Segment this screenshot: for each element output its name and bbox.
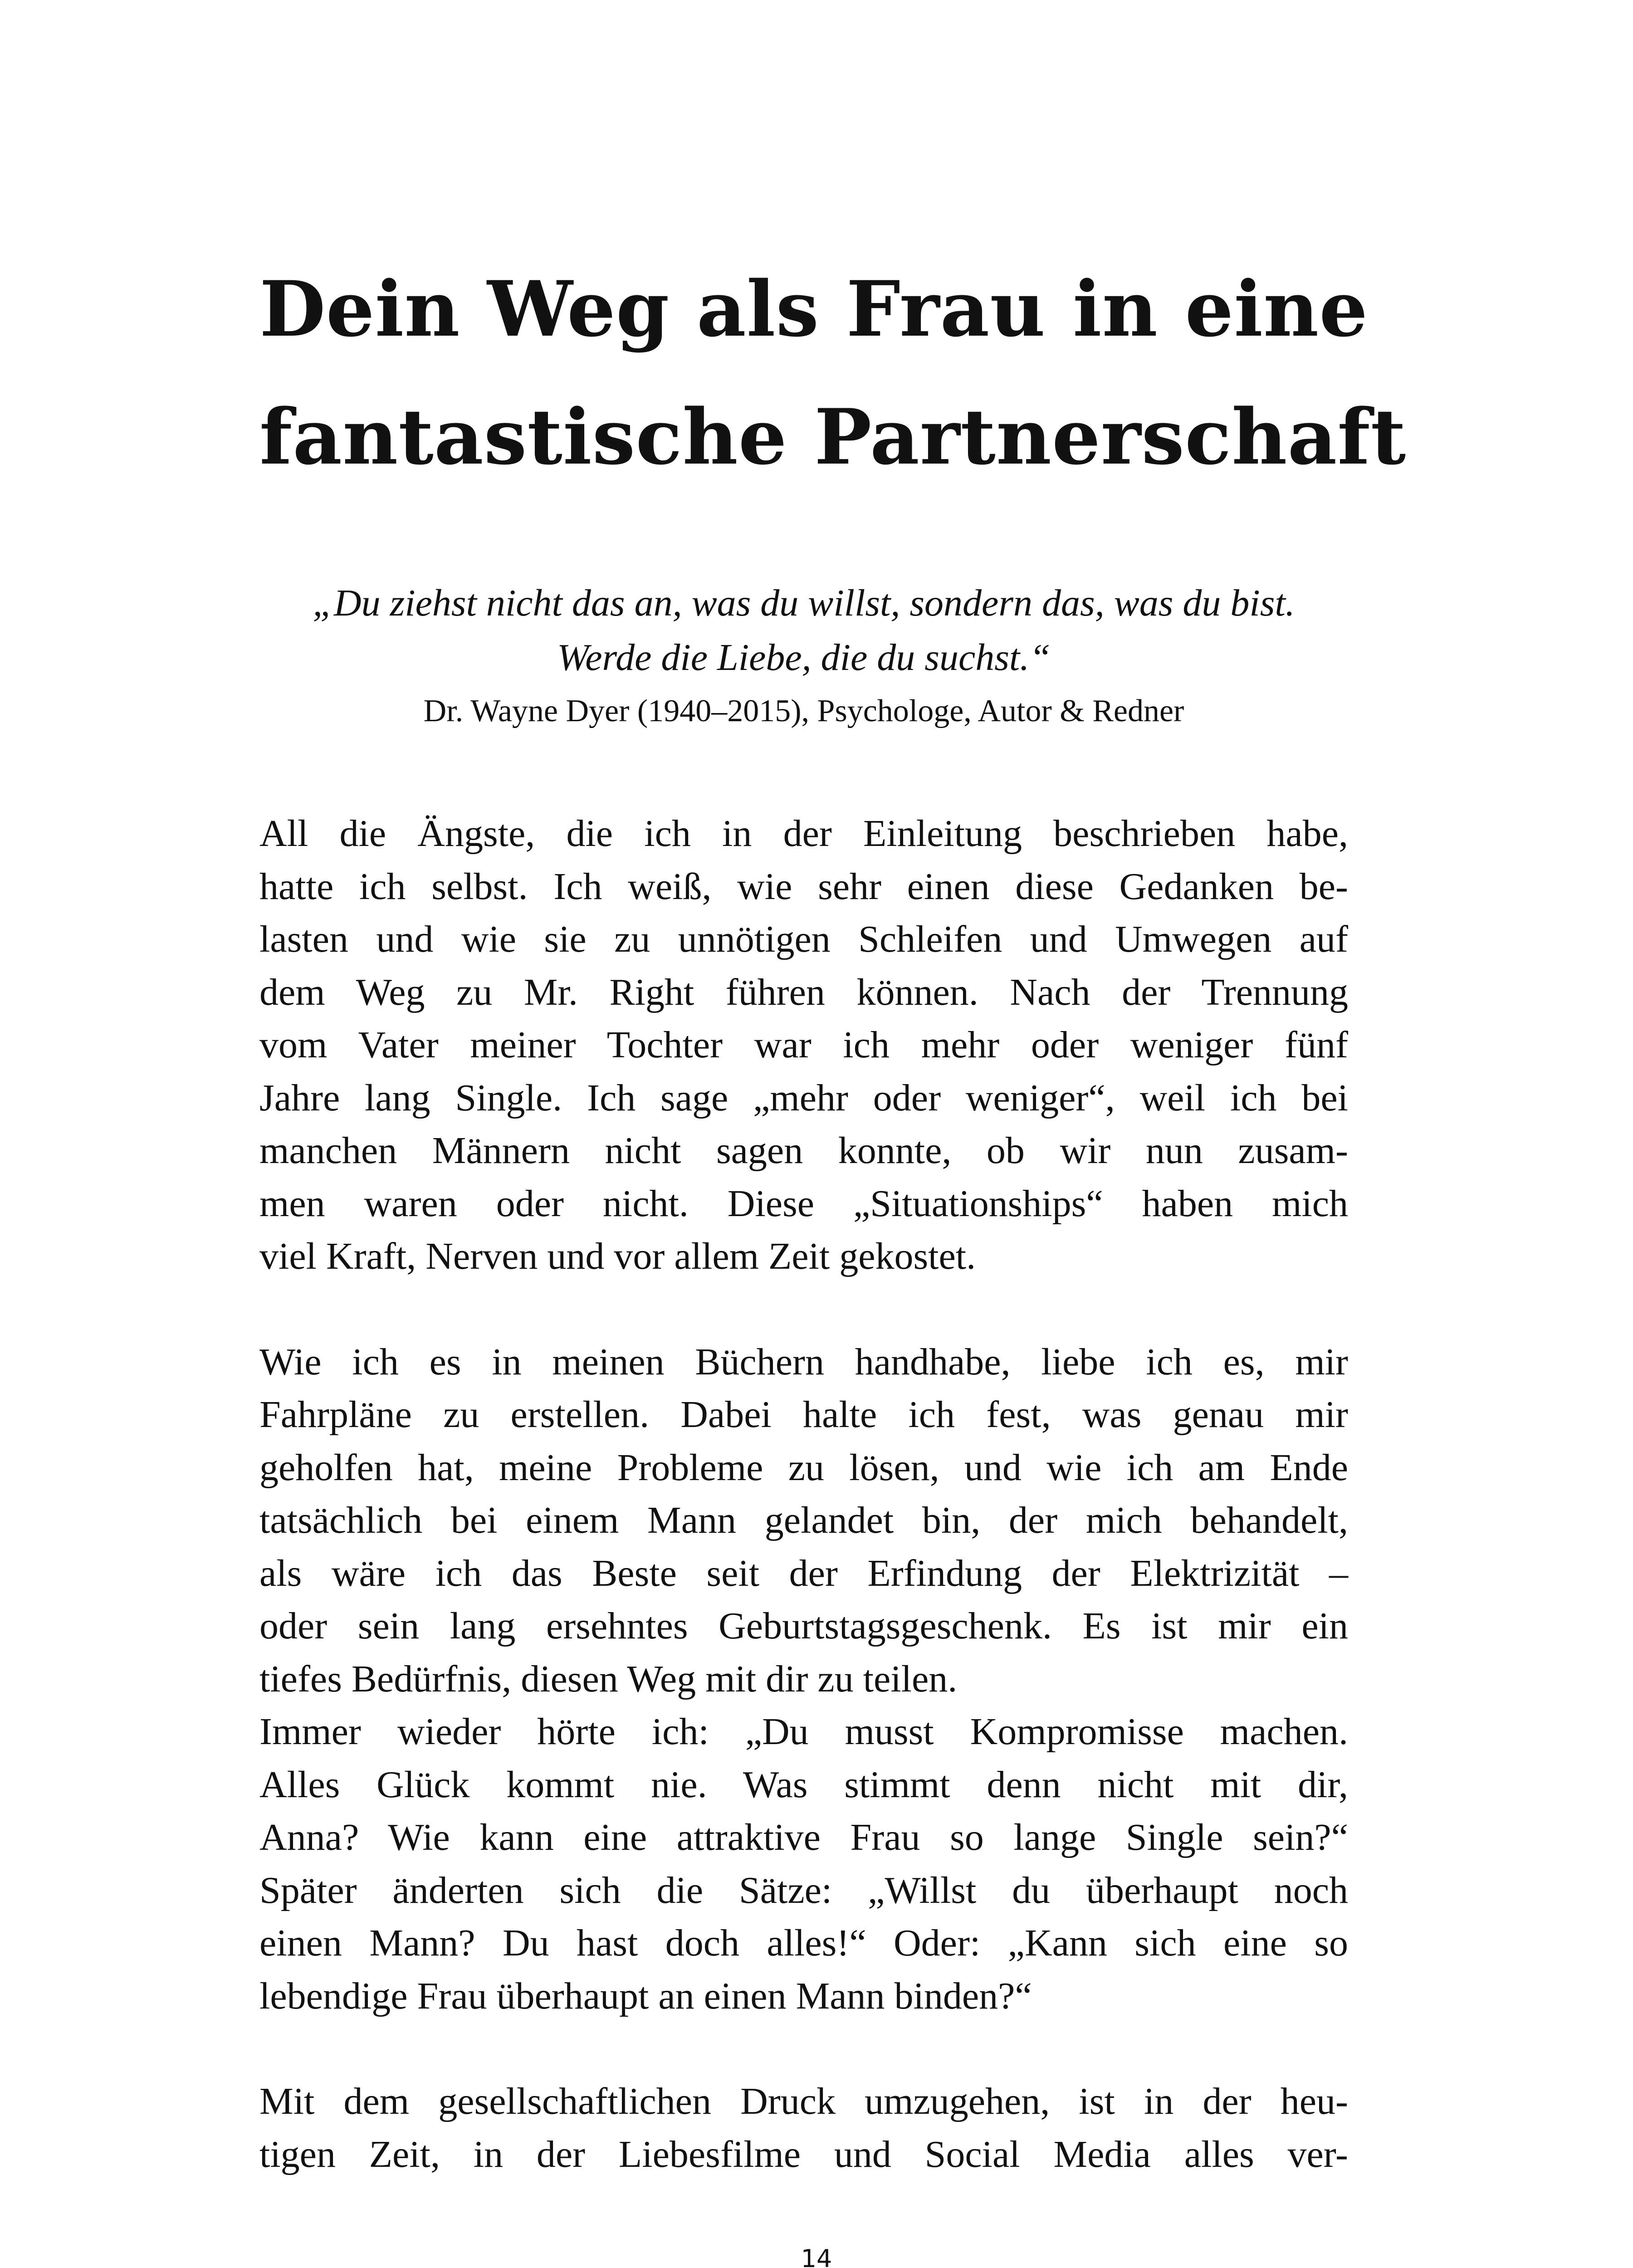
text-line: tiefes Bedürfnis, diesen Weg mit dir zu teilen. bbox=[259, 1657, 958, 1700]
paragraph bbox=[259, 1336, 1348, 1706]
epigraph-attribution: Dr. Wayne Dyer (1940–2015), Psychologe, Autor & Redner bbox=[423, 694, 1184, 728]
paragraph bbox=[259, 1706, 1348, 2023]
text-line: Mit dem gesellschaftlichen Druck umzugehen, ist in der heu- bbox=[259, 2080, 1348, 2122]
paragraph bbox=[259, 807, 1348, 1283]
text-line: Immer wieder hörte ich: „Du musst Kompromisse machen. bbox=[259, 1711, 1348, 1753]
text-line: dem Weg zu Mr. Right führen können. Nach der Trennung bbox=[259, 971, 1348, 1013]
epigraph-quote-line: „Du ziehst nicht das an, was du willst, sondern das, was du bist. bbox=[313, 582, 1295, 624]
text-line: tigen Zeit, in der Liebesfilme und Social Media alles ver- bbox=[259, 2133, 1348, 2175]
epigraph bbox=[259, 576, 1348, 736]
text-line: lebendige Frau überhaupt an einen Mann binden?“ bbox=[259, 1975, 1032, 2017]
text-line: als wäre ich das Beste seit der Erfindung der Elektrizität – bbox=[259, 1552, 1348, 1594]
paragraph bbox=[259, 2075, 1348, 2181]
text-line: lasten und wie sie zu unnötigen Schleifen und Umwegen auf bbox=[259, 918, 1348, 960]
text-line: Fahrpläne zu erstellen. Dabei halte ich fest, was genau mir bbox=[259, 1393, 1348, 1436]
text-line: men waren oder nicht. Diese „Situationships“ haben mich bbox=[259, 1182, 1348, 1225]
text-line: geholfen hat, meine Probleme zu lösen, und wie ich am Ende bbox=[259, 1446, 1348, 1489]
text-line: Anna? Wie kann eine attraktive Frau so lange Single sein?“ bbox=[259, 1816, 1348, 1858]
text-line: manchen Männern nicht sagen konnte, ob wir nun zusam- bbox=[259, 1129, 1348, 1172]
page-number: 14 bbox=[801, 2244, 832, 2268]
text-line: Wie ich es in meinen Büchern handhabe, liebe ich es, mir bbox=[259, 1340, 1348, 1383]
chapter-title-line: fantastische Partnerschaft bbox=[259, 392, 1407, 482]
chapter-title bbox=[259, 245, 1407, 501]
text-line: tatsächlich bei einem Mann gelandet bin, der mich behandelt, bbox=[259, 1499, 1348, 1541]
text-line: oder sein lang ersehntes Geburtstagsgeschenk. Es ist mir ein bbox=[259, 1605, 1348, 1647]
text-line: viel Kraft, Nerven und vor allem Zeit gekostet. bbox=[259, 1235, 976, 1277]
text-line: einen Mann? Du hast doch alles!“ Oder: „Kann sich eine so bbox=[259, 1922, 1348, 1964]
body-text bbox=[259, 807, 1348, 2181]
text-line: Alles Glück kommt nie. Was stimmt denn nicht mit dir, bbox=[259, 1763, 1348, 1806]
chapter-title-line: Dein Weg als Frau in eine bbox=[259, 264, 1369, 354]
text-line: Jahre lang Single. Ich sage „mehr oder weniger“, weil ich bei bbox=[259, 1076, 1348, 1119]
text-line: hatte ich selbst. Ich weiß, wie sehr einen diese Gedanken be- bbox=[259, 865, 1348, 908]
text-line: All die Ängste, die ich in der Einleitung beschrieben habe, bbox=[259, 812, 1348, 855]
text-line: vom Vater meiner Tochter war ich mehr oder weniger fünf bbox=[259, 1024, 1348, 1066]
text-line: Später änderten sich die Sätze: „Willst du überhaupt noch bbox=[259, 1869, 1348, 1911]
epigraph-quote-line: Werde die Liebe, die du suchst.“ bbox=[557, 636, 1051, 679]
